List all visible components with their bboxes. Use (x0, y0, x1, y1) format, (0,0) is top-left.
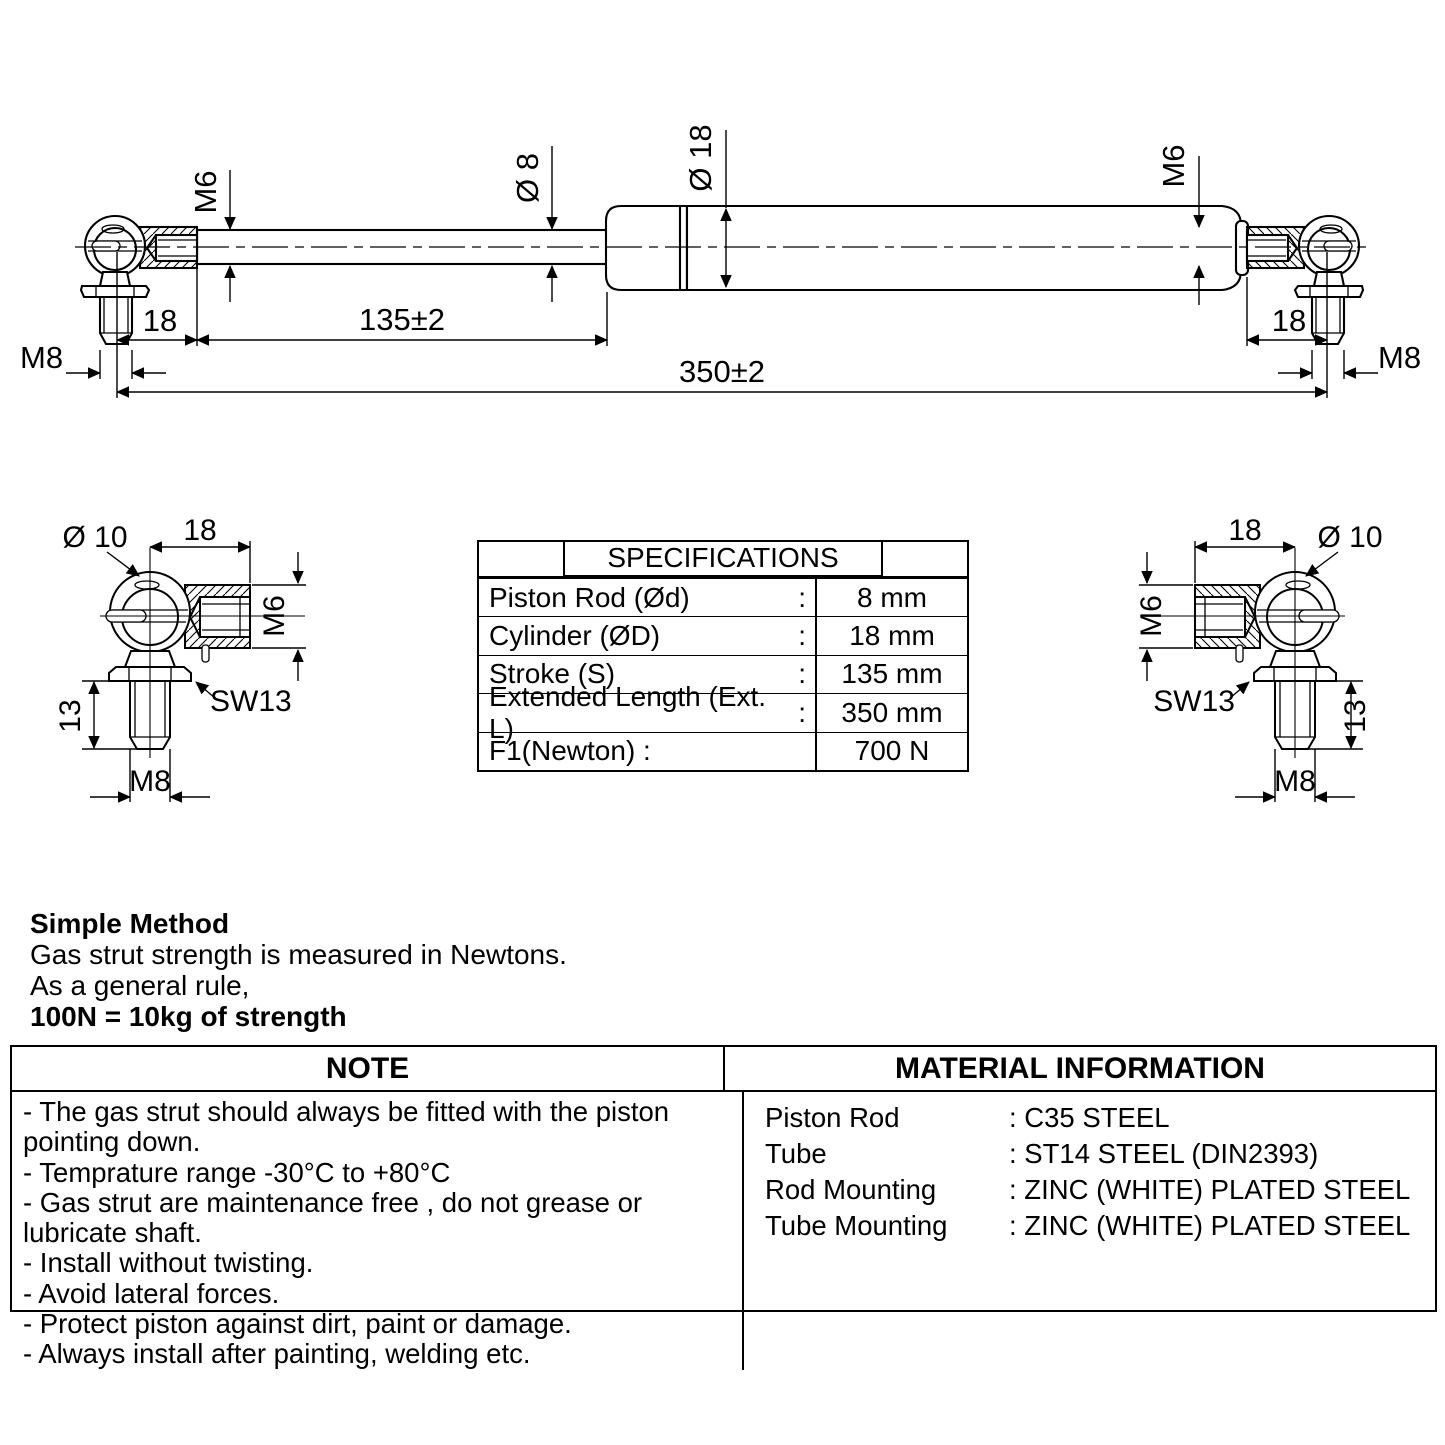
main-strut-drawing (75, 206, 1370, 344)
material-row (765, 1208, 1425, 1244)
note-material-header (12, 1047, 1435, 1092)
note-list (12, 1092, 744, 1370)
material-label: Rod Mounting (765, 1174, 937, 1205)
detail-label-m8-right: M8 (1274, 765, 1316, 798)
material-value: : ST14 STEEL (DIN2393) (1009, 1138, 1319, 1169)
note-item: - The gas strut should always be fitted with the piston pointing down. (23, 1096, 670, 1158)
note-item: - Temprature range -30°C to +80°C (23, 1156, 451, 1188)
note-item: - Avoid lateral forces. (23, 1277, 280, 1309)
spec-label: Piston Rod (Ød) (489, 581, 690, 613)
specifications-header (479, 542, 967, 578)
material-title: MATERIAL INFORMATION (895, 1051, 1265, 1085)
detail-label-dia10-right: Ø 10 (1317, 521, 1383, 554)
simple-method-line1: Gas strut strength is measured in Newtons. (30, 939, 567, 970)
spec-value: 8 mm (857, 581, 927, 613)
spec-colon: : (798, 696, 806, 728)
simple-method-block (30, 908, 567, 1032)
simple-method-line2: As a general rule, (30, 970, 250, 1001)
material-list (744, 1092, 1435, 1370)
spec-row-piston-rod (479, 578, 967, 616)
note-item: - Always install after painting, welding etc. (23, 1338, 531, 1370)
note-item: - Protect piston against dirt, paint or damage. (23, 1308, 572, 1340)
note-item: - Gas strut are maintenance free , do not grease or lubricate shaft. (23, 1186, 643, 1249)
spec-value: 350 mm (841, 696, 943, 728)
cylinder-cap (606, 206, 687, 290)
detail-label-sw13-right: SW13 (1153, 685, 1235, 718)
material-label: Tube Mounting (765, 1210, 948, 1241)
detail-label-dia10-left: Ø 10 (62, 521, 128, 554)
cylinder-tube (687, 206, 1241, 290)
dim-label-total: 350±2 (679, 354, 765, 389)
material-row (765, 1172, 1425, 1208)
dim-label-dia18: Ø 18 (683, 124, 718, 192)
material-label: Tube (765, 1138, 827, 1169)
material-row (765, 1100, 1425, 1136)
dim-label-dia8: Ø 8 (510, 153, 545, 203)
specifications-title: SPECIFICATIONS (563, 542, 882, 577)
simple-method-line3: 100N = 10kg of strength (30, 1001, 347, 1032)
detail-label-m8-left: M8 (129, 765, 171, 798)
spec-colon: : (798, 658, 806, 690)
spec-row-f1 (479, 732, 967, 770)
dim-label-18-left: 18 (142, 303, 178, 338)
left-detail-view (82, 541, 306, 802)
note-title: NOTE (12, 1047, 725, 1090)
material-label: Piston Rod (765, 1102, 900, 1133)
detail-label-18-left: 18 (183, 514, 217, 547)
material-value: : C35 STEEL (1009, 1102, 1170, 1133)
spec-label: Extended Length (Ext. L) (489, 680, 767, 744)
simple-method-title: Simple Method (30, 908, 230, 939)
material-value: : ZINC (WHITE) PLATED STEEL (1009, 1210, 1411, 1241)
spec-value: 18 mm (849, 620, 935, 652)
dim-label-18-right: 18 (1271, 303, 1307, 338)
dim-label-stroke: 135±2 (359, 302, 445, 337)
dim-label-m6-right: M6 (1156, 144, 1191, 188)
spec-row-extended-length (479, 680, 967, 744)
spec-value: 700 N (854, 735, 930, 767)
dim-label-m8-left: M8 (20, 340, 64, 375)
specifications-table (477, 540, 969, 772)
spec-row-cylinder (479, 616, 967, 654)
spec-value: 135 mm (841, 658, 943, 690)
material-row (765, 1136, 1425, 1172)
spec-label: Stroke (S) (489, 658, 616, 690)
detail-label-m6-right: M6 (1135, 595, 1168, 637)
left-ball-joint (81, 216, 197, 344)
detail-label-18-right: 18 (1228, 514, 1262, 547)
note-item: - Install without twisting. (23, 1247, 314, 1279)
detail-label-sw13-left: SW13 (210, 685, 292, 718)
detail-label-m6-left: M6 (258, 595, 291, 637)
dim-label-m6-left: M6 (188, 170, 223, 214)
dim-label-m8-right: M8 (1378, 340, 1422, 375)
detail-label-13-right: 13 (1339, 699, 1372, 733)
spec-label: Cylinder (ØD) (489, 620, 661, 652)
right-detail-view (1139, 541, 1363, 802)
spec-colon: : (798, 620, 806, 652)
note-material-table (10, 1045, 1437, 1370)
spec-label: F1(Newton) : (489, 735, 651, 767)
material-value: : ZINC (WHITE) PLATED STEEL (1009, 1174, 1411, 1205)
spec-colon: : (798, 581, 806, 613)
detail-label-13-left: 13 (54, 699, 87, 733)
